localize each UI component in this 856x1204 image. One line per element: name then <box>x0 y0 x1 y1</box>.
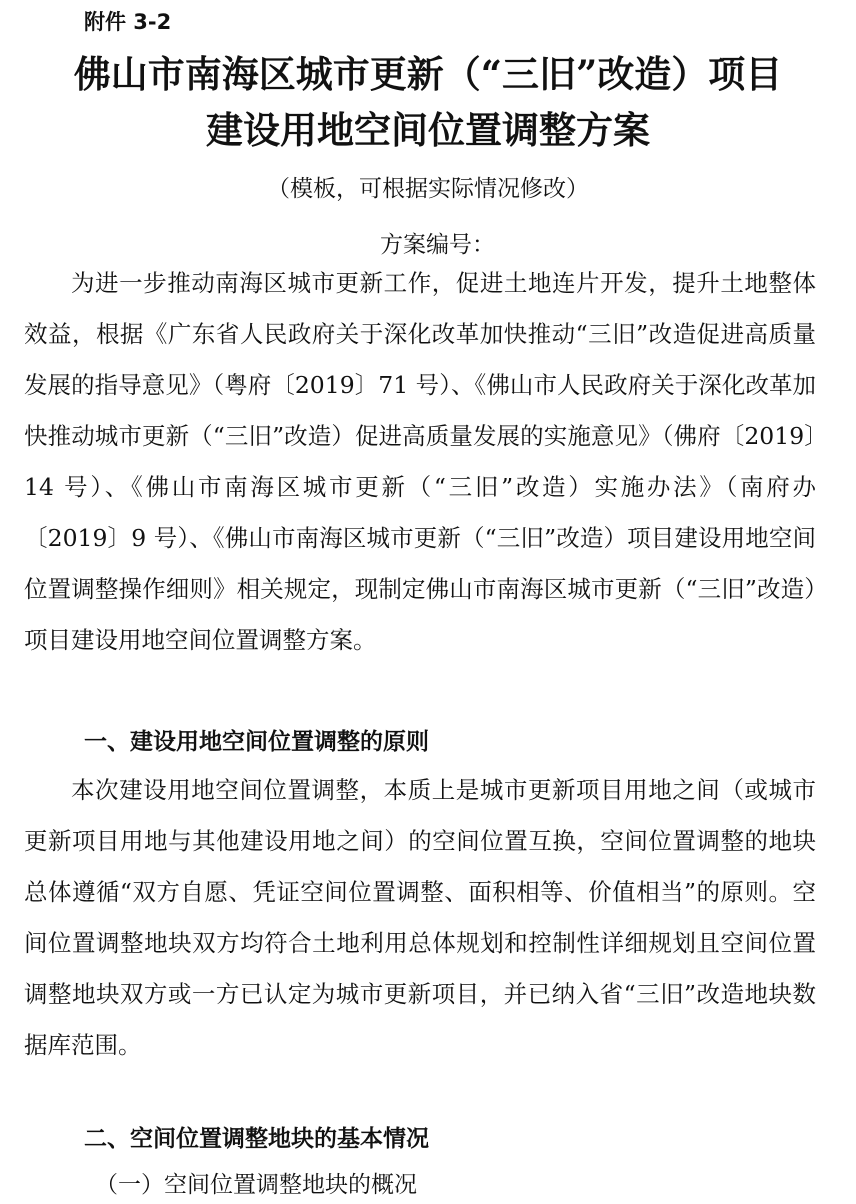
section-1-heading: 一、建设用地空间位置调整的原则 <box>84 728 429 755</box>
plan-number-label: 方案编号： <box>380 232 495 258</box>
intro-paragraph: 为进一步推动南海区城市更新工作，促进土地连片开发，提升土地整体效益，根据《广东省人民政府关于深化改革加快推动“三旧”改造促进高质量发展的指导意见》（粤府〔2019〕71 号）、《佛山市人民政府关于深化改革加快推动城市更新（“三旧”改造）促进高质量发展的实施意见》（佛府〔2019〕14 号）、《佛山市南海区城市更新（“三旧”改造）实施办法》（南府办〔2019〕9 号）、《佛山市南海区城市更新（“三旧”改造）项目建设用地空间位置调整操作细则》相关规定，现制定佛山市南海区城市更新（“三旧”改造）项目建设用地空间位置调整方案。 <box>24 269 816 654</box>
document-title-line-1: 佛山市南海区城市更新（“三旧”改造）项目 <box>73 52 783 96</box>
section-1-paragraph: 本次建设用地空间位置调整，本质上是城市更新项目用地之间（或城市更新项目用地与其他建设用地之间）的空间位置互换，空间位置调整的地块总体遵循“双方自愿、凭证空间位置调整、面积相等、价值相当”的原则。空间位置调整地块双方均符合土地利用总体规划和控制性详细规划且空间位置调整地块双方或一方已认定为城市更新项目，并已纳入省“三旧”改造地块数据库范围。 <box>24 776 816 1059</box>
section-2-heading: 二、空间位置调整地块的基本情况 <box>84 1125 429 1152</box>
attachment-label: 附件 3-2 <box>84 10 172 34</box>
template-note: （模板，可根据实际情况修改） <box>267 176 589 202</box>
section-2-subheading-1: （一）空间位置调整地块的概况 <box>95 1172 417 1198</box>
document-title-line-2: 建设用地空间位置调整方案 <box>206 108 650 152</box>
